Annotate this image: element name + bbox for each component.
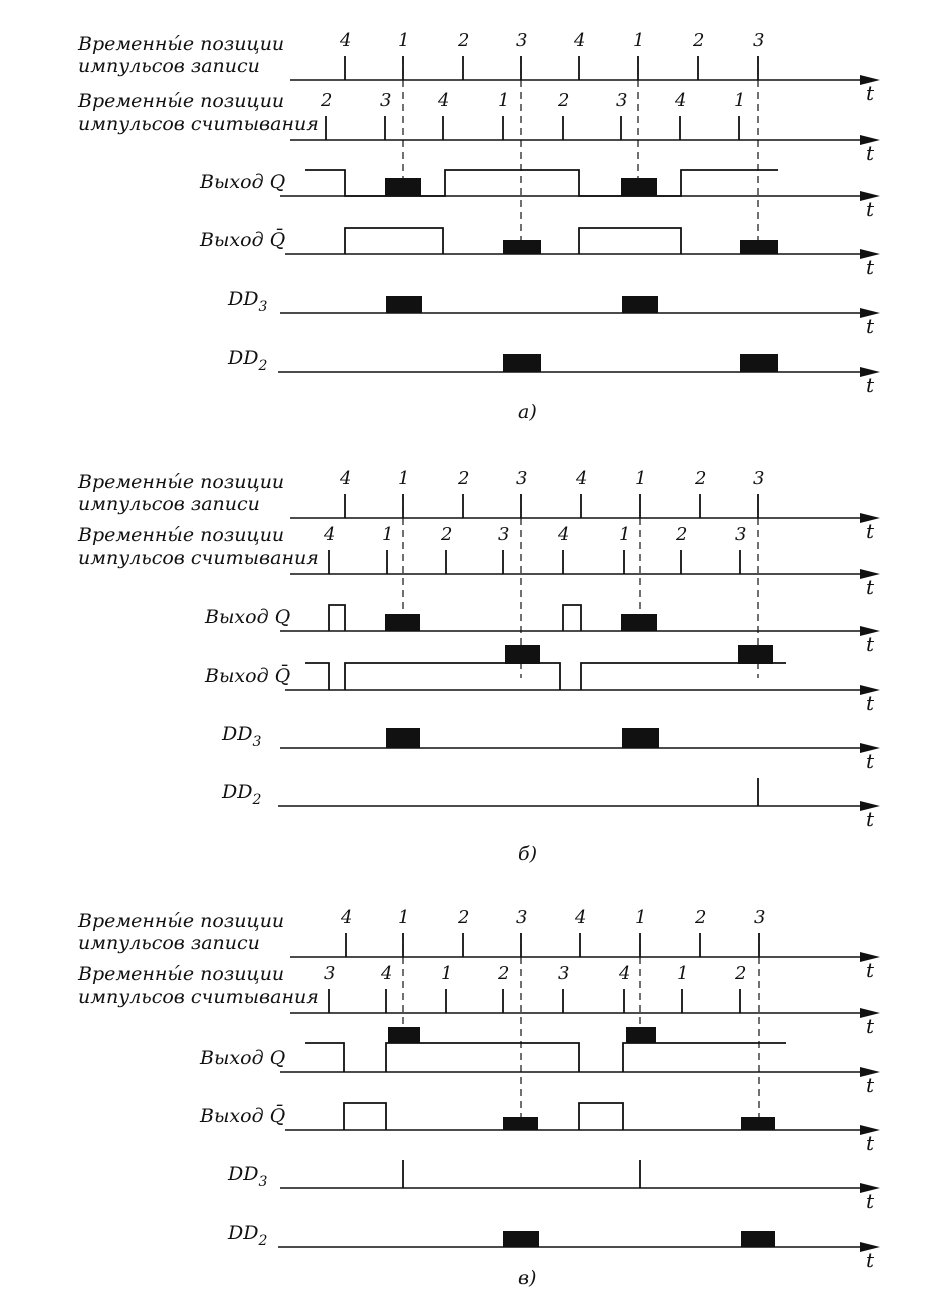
qbar-pulse-block <box>740 240 778 254</box>
dd3-pulse-block <box>622 728 659 748</box>
write-label-line1: Временны́е позиции <box>78 471 285 493</box>
q-pulse-block <box>621 614 657 631</box>
write-tick-number: 1 <box>635 907 647 928</box>
read-tick-number: 1 <box>441 963 453 984</box>
axis-t-label: t <box>866 1014 875 1038</box>
output-q-label: Выход Q <box>205 606 291 628</box>
dd3-pulse-block <box>386 728 420 748</box>
dd2-label-subscript: 2 <box>258 358 268 374</box>
qbar-waveform <box>579 1103 623 1130</box>
axis-t-label: t <box>866 632 875 656</box>
read-tick-number: 4 <box>675 90 687 111</box>
qbar-pulse-block <box>738 645 773 664</box>
output-qbar-label: Выход Q̄ <box>200 229 286 251</box>
axis-t-label: t <box>866 958 875 982</box>
write-tick-number: 3 <box>754 907 766 928</box>
panel-1 <box>77 30 880 423</box>
axis-t-label: t <box>866 519 875 543</box>
write-tick-number: 4 <box>340 468 352 489</box>
write-label-line2: импульсов записи <box>78 932 260 954</box>
dd3-label-subscript: 3 <box>252 734 262 750</box>
write-tick-number: 1 <box>398 468 410 489</box>
write-tick-number: 3 <box>753 30 765 51</box>
q-waveform <box>305 170 778 196</box>
qbar-axis <box>285 249 880 279</box>
output-q-label: Выход Q <box>200 171 286 193</box>
write-axis <box>290 513 880 543</box>
q-waveform <box>386 1043 579 1072</box>
read-tick-number: 1 <box>619 524 631 545</box>
write-tick-number: 4 <box>575 907 587 928</box>
axis-t-label: t <box>866 314 875 338</box>
dd2-label <box>227 347 267 374</box>
dd2-axis <box>278 801 880 831</box>
read-label-line2: импульсов считывания <box>78 986 319 1008</box>
axis-t-label: t <box>866 807 875 831</box>
qbar-pulse-block <box>503 1117 538 1130</box>
qbar-pulse-block <box>741 1117 775 1130</box>
dd3-axis <box>280 1183 880 1213</box>
dd2-label <box>227 1222 267 1249</box>
read-tick-number: 1 <box>498 90 510 111</box>
dd3-label <box>227 1163 267 1190</box>
dd3-axis <box>280 308 880 338</box>
read-tick-number: 1 <box>677 963 689 984</box>
qbar-waveform <box>581 663 786 690</box>
write-axis <box>290 952 880 982</box>
dd2-pulse-block <box>503 354 541 372</box>
qbar-axis <box>285 685 880 715</box>
read-tick-number: 2 <box>498 963 510 984</box>
read-tick-number: 4 <box>438 90 450 111</box>
q-pulse-block <box>626 1027 656 1043</box>
write-tick-number: 2 <box>695 907 707 928</box>
dd2-pulse-block <box>503 1231 539 1247</box>
dd3-label-base: DD <box>228 1163 259 1185</box>
panel-caption: а) <box>518 401 537 423</box>
panel-2 <box>77 468 880 865</box>
write-tick-number: 1 <box>398 907 410 928</box>
qbar-pulse-block <box>505 645 540 664</box>
read-tick-number: 2 <box>558 90 570 111</box>
dd3-pulse-block <box>622 296 658 313</box>
write-tick-number: 2 <box>693 30 705 51</box>
write-tick-number: 3 <box>516 30 528 51</box>
read-tick-number: 4 <box>324 524 336 545</box>
axis-t-label: t <box>866 575 875 599</box>
panel-caption: б) <box>518 843 538 865</box>
output-qbar-label: Выход Q̄ <box>205 665 291 687</box>
write-tick-number: 4 <box>340 30 352 51</box>
axis-t-label: t <box>866 373 875 397</box>
dd3-label-subscript: 3 <box>258 299 268 315</box>
read-tick-number: 2 <box>676 524 688 545</box>
qbar-waveform <box>344 1103 386 1130</box>
axis-t-label: t <box>866 691 875 715</box>
axis-t-label: t <box>866 1073 875 1097</box>
write-label-line2: импульсов записи <box>78 55 260 77</box>
dd2-label-base: DD <box>222 781 253 803</box>
write-tick-number: 4 <box>341 907 353 928</box>
write-tick-number: 2 <box>458 30 470 51</box>
read-label-line2: импульсов считывания <box>78 547 319 569</box>
output-qbar-label: Выход Q̄ <box>200 1105 286 1127</box>
read-tick-number: 3 <box>558 963 570 984</box>
write-tick-number: 1 <box>398 30 410 51</box>
read-axis <box>290 569 880 599</box>
q-axis <box>280 1067 880 1097</box>
qbar-waveform <box>345 663 560 690</box>
write-tick-number: 4 <box>574 30 586 51</box>
read-label-line1: Временны́е позиции <box>78 90 285 112</box>
read-tick-number: 4 <box>381 963 393 984</box>
read-tick-number: 4 <box>619 963 631 984</box>
axis-t-label: t <box>866 749 875 773</box>
read-label-line1: Временны́е позиции <box>78 963 285 985</box>
write-label-line1: Временны́е позиции <box>78 910 285 932</box>
dd3-label-base: DD <box>228 288 259 310</box>
dd2-label-subscript: 2 <box>258 1233 268 1249</box>
dd2-axis <box>278 1242 880 1272</box>
write-label-line2: импульсов записи <box>78 493 260 515</box>
dd2-axis <box>278 367 880 397</box>
dd3-label-subscript: 3 <box>258 1174 268 1190</box>
read-tick-number: 3 <box>380 90 392 111</box>
read-tick-number: 1 <box>734 90 746 111</box>
axis-t-label: t <box>866 1189 875 1213</box>
dd2-label-subscript: 2 <box>252 792 262 808</box>
q-pulse-block <box>621 178 657 196</box>
read-tick-number: 2 <box>735 963 747 984</box>
panel-3 <box>77 907 880 1289</box>
dd2-label <box>221 781 261 808</box>
axis-t-label: t <box>866 197 875 221</box>
read-label-line1: Временны́е позиции <box>78 524 285 546</box>
write-tick-number: 2 <box>458 907 470 928</box>
axis-t-label: t <box>866 255 875 279</box>
axis-t-label: t <box>866 1248 875 1272</box>
write-tick-number: 1 <box>633 30 645 51</box>
dd3-label <box>221 723 261 750</box>
write-tick-number: 2 <box>458 468 470 489</box>
write-tick-number: 2 <box>695 468 707 489</box>
read-axis <box>290 1008 880 1038</box>
q-waveform <box>563 605 581 631</box>
output-q-label: Выход Q <box>200 1047 286 1069</box>
read-tick-number: 3 <box>616 90 628 111</box>
q-waveform <box>623 1043 786 1072</box>
read-tick-number: 3 <box>498 524 510 545</box>
write-tick-number: 3 <box>516 907 528 928</box>
q-waveform <box>329 605 345 631</box>
dd2-label-base: DD <box>228 347 259 369</box>
axis-t-label: t <box>866 141 875 165</box>
read-tick-number: 2 <box>321 90 333 111</box>
q-axis <box>280 626 880 656</box>
qbar-waveform <box>345 228 443 254</box>
dd3-pulse-block <box>386 296 422 313</box>
q-waveform <box>305 1043 344 1072</box>
read-label-line2: импульсов считывания <box>78 113 319 135</box>
qbar-axis <box>285 1125 880 1155</box>
q-pulse-block <box>385 178 421 196</box>
read-tick-number: 3 <box>735 524 747 545</box>
q-pulse-block <box>388 1027 420 1043</box>
write-tick-number: 1 <box>635 468 647 489</box>
dd2-pulse-block <box>741 1231 775 1247</box>
dd3-axis <box>280 743 880 773</box>
dd3-label-base: DD <box>222 723 253 745</box>
write-tick-number: 3 <box>753 468 765 489</box>
panel-caption: в) <box>518 1267 537 1289</box>
write-tick-number: 4 <box>576 468 588 489</box>
read-tick-number: 2 <box>441 524 453 545</box>
write-tick-number: 3 <box>516 468 528 489</box>
write-label-line1: Временны́е позиции <box>78 33 285 55</box>
axis-t-label: t <box>866 1131 875 1155</box>
dd2-pulse-block <box>740 354 778 372</box>
dd2-label-base: DD <box>228 1222 259 1244</box>
read-tick-number: 3 <box>324 963 336 984</box>
read-tick-number: 4 <box>558 524 570 545</box>
read-axis <box>290 135 880 165</box>
axis-t-label: t <box>866 81 875 105</box>
read-tick-number: 1 <box>382 524 394 545</box>
qbar-waveform <box>305 663 329 690</box>
dd3-label <box>227 288 267 315</box>
q-pulse-block <box>385 614 420 631</box>
write-axis <box>290 75 880 105</box>
qbar-pulse-block <box>503 240 541 254</box>
qbar-waveform <box>579 228 681 254</box>
